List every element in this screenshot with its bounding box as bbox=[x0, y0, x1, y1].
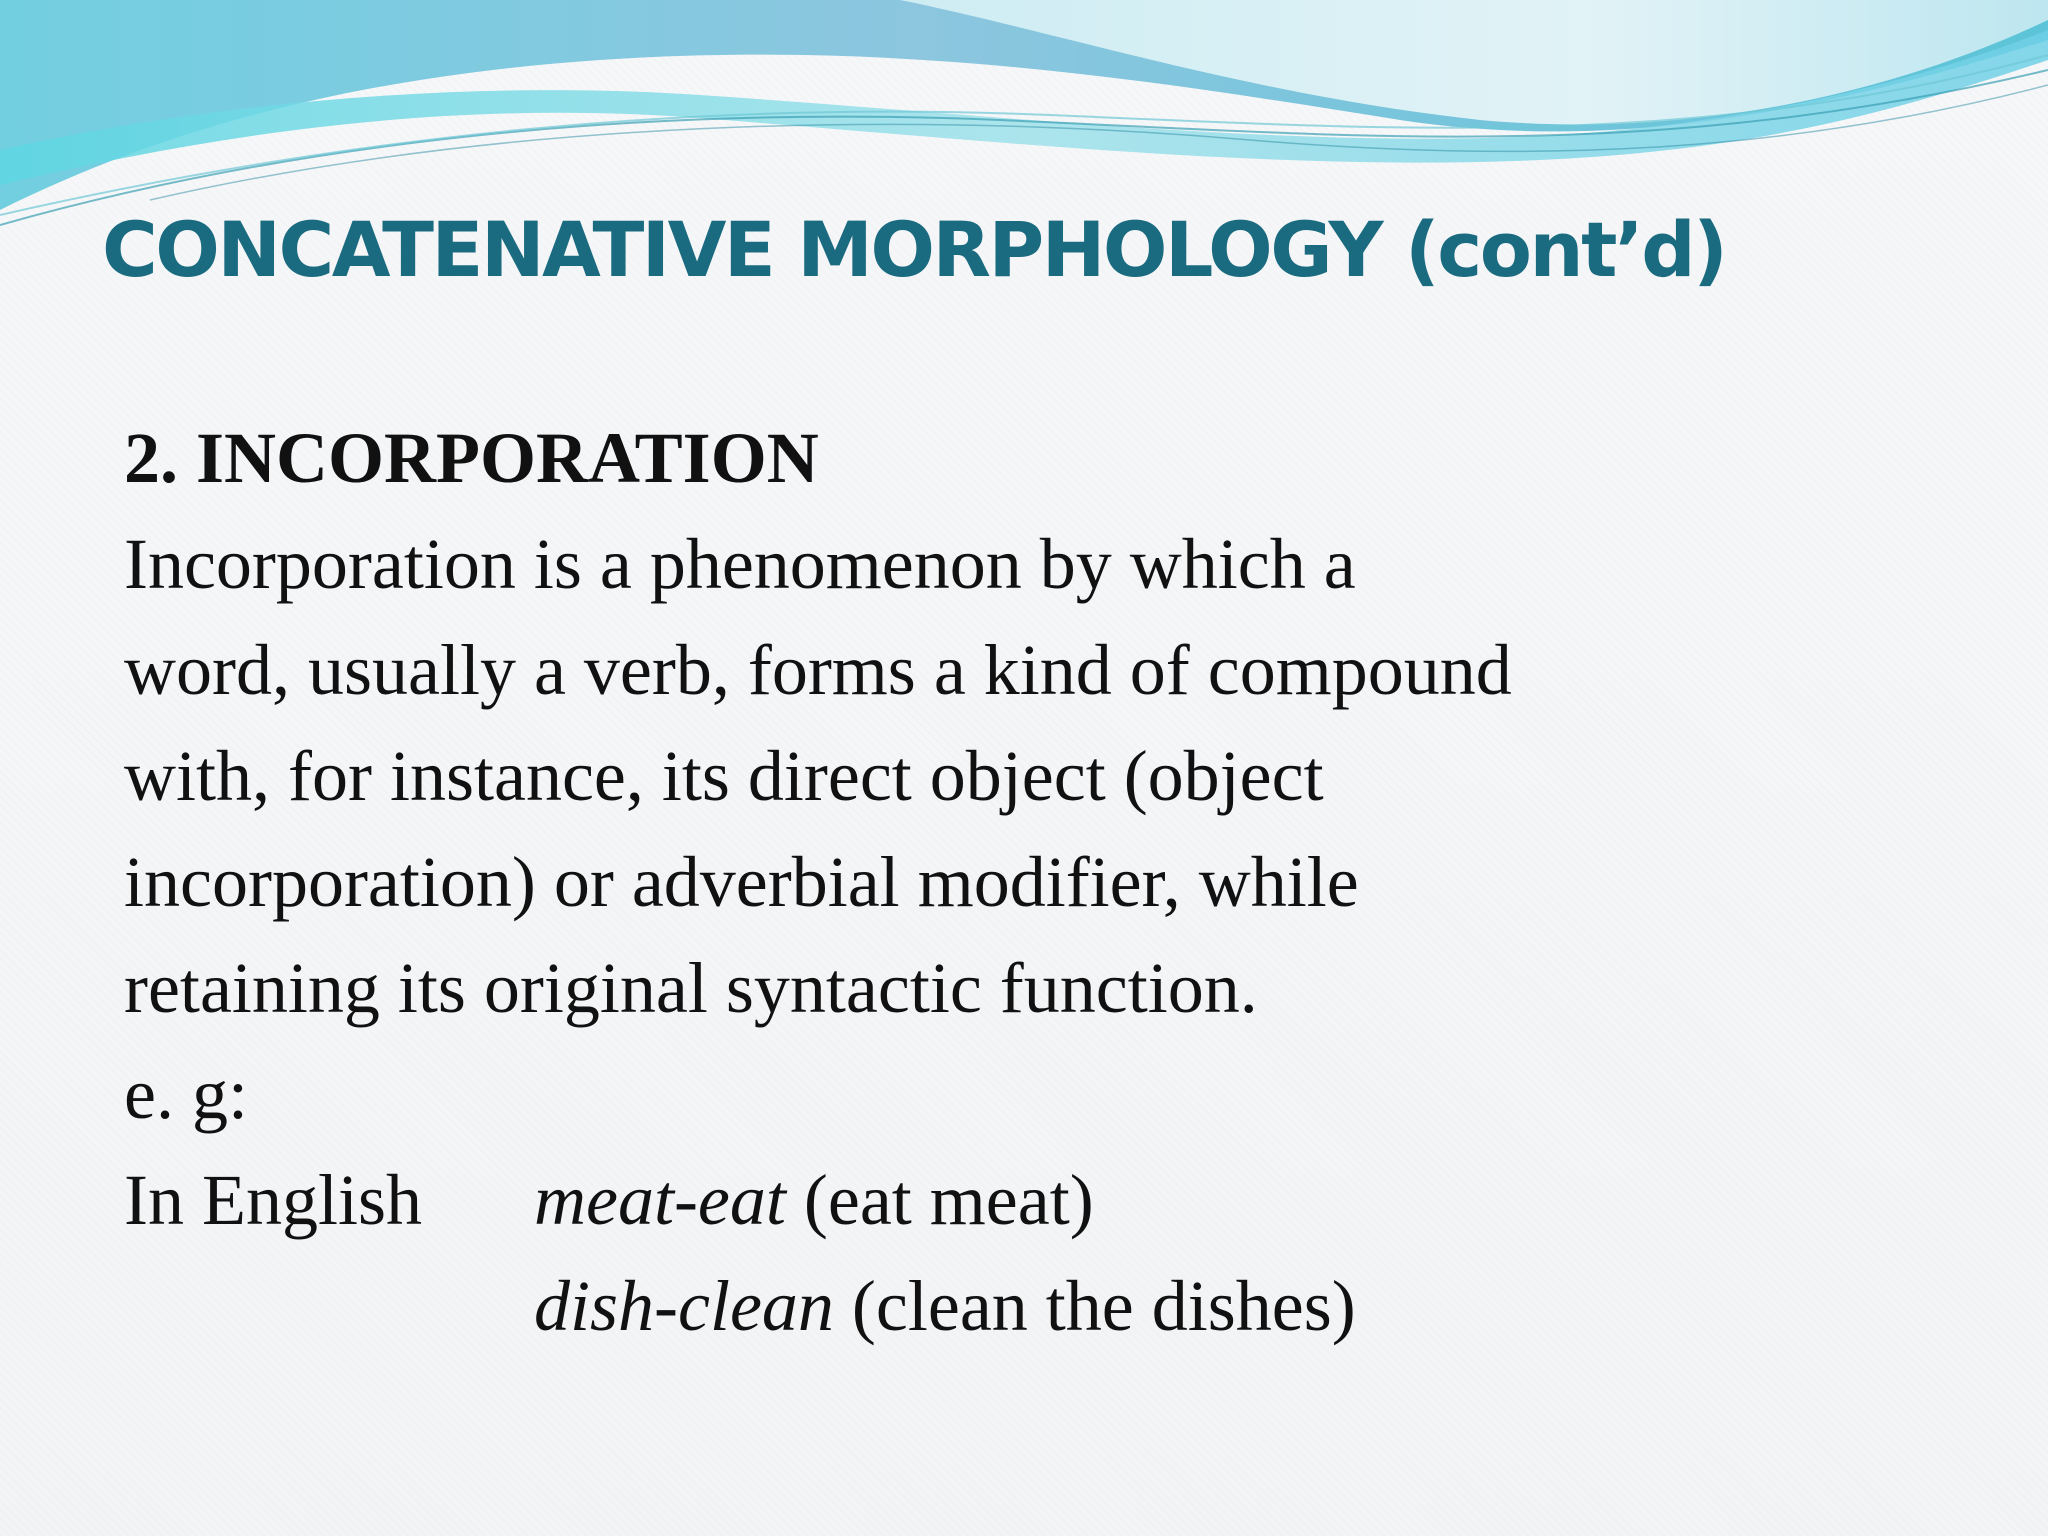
example-row bbox=[124, 1253, 1924, 1359]
slide-body bbox=[124, 405, 1924, 1359]
definition-line: retaining its original syntactic function. bbox=[124, 948, 1258, 1028]
slide-title: CONCATENATIVE MORPHOLOGY (cont’d) bbox=[102, 205, 1726, 294]
example-item bbox=[534, 1147, 1094, 1253]
example-term: meat-eat bbox=[534, 1160, 786, 1240]
example-term: dish-clean bbox=[534, 1266, 834, 1346]
definition-line: Incorporation is a phenomenon by which a bbox=[124, 524, 1356, 604]
section-heading: 2. INCORPORATION bbox=[124, 418, 819, 498]
example-item bbox=[534, 1253, 1356, 1359]
definition-line: incorporation) or adverbial modifier, while bbox=[124, 842, 1359, 922]
definition-line: with, for instance, its direct object (object bbox=[124, 736, 1324, 816]
example-row bbox=[124, 1147, 1924, 1253]
example-label: e. g: bbox=[124, 1054, 248, 1134]
definition-line: word, usually a verb, forms a kind of compound bbox=[124, 630, 1512, 710]
example-gloss: (eat meat) bbox=[785, 1160, 1094, 1240]
example-gloss: (clean the dishes) bbox=[833, 1266, 1356, 1346]
decorative-wave-banner bbox=[0, 0, 2048, 240]
language-label: In English bbox=[124, 1160, 422, 1240]
